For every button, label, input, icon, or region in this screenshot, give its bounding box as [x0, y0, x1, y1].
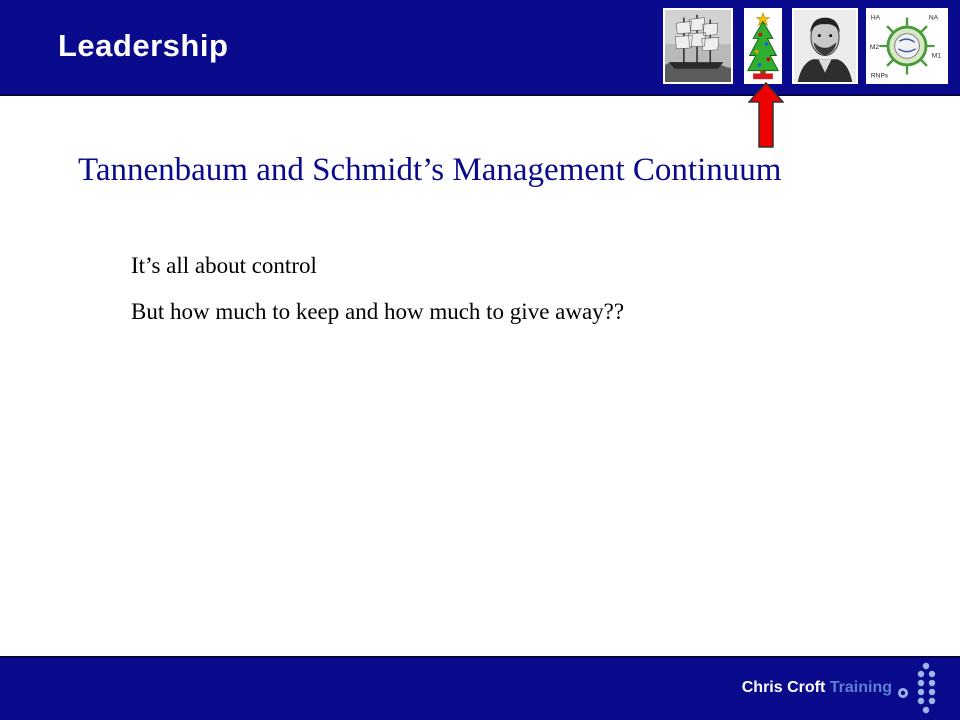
brand-text: [742, 679, 892, 697]
svg-text:RNPs: RNPs: [870, 72, 889, 80]
portrait-picture: [792, 8, 858, 84]
header-title: Leadership: [58, 28, 229, 63]
dotted-mark-icon: [890, 660, 946, 720]
slide-title: Tannenbaum and Schmidt’s Management Continuum: [78, 152, 782, 188]
bullet-item: But how much to keep and how much to give away??: [131, 299, 625, 324]
bullet-list: [131, 251, 671, 343]
up-arrow-icon: [748, 82, 784, 148]
brand-name: Chris Croft: [741, 679, 826, 696]
brand-sub: Training: [829, 679, 892, 696]
ship-picture: [663, 8, 733, 84]
virus-diagram-picture: [866, 8, 948, 84]
svg-text:M1: M1: [931, 52, 941, 60]
svg-text:NA: NA: [928, 14, 939, 22]
header-bar: [0, 0, 960, 96]
svg-text:M2: M2: [869, 43, 880, 51]
footer-bar: [0, 656, 960, 720]
svg-text:HA: HA: [870, 14, 881, 22]
bullet-item: It’s all about control: [131, 253, 317, 278]
christmas-tree-picture: [744, 8, 782, 84]
